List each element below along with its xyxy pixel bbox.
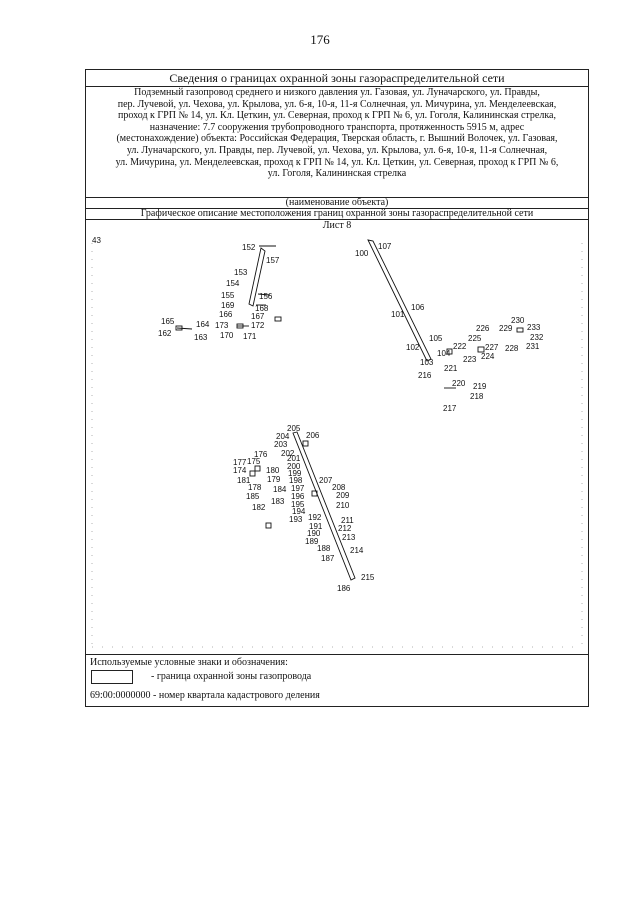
zone-rect: [255, 466, 260, 471]
point-label: 156: [259, 292, 273, 301]
point-label: 185: [246, 492, 260, 501]
point-label: 170: [220, 331, 234, 340]
point-label: 217: [443, 404, 457, 413]
point-label: 221: [444, 364, 458, 373]
legend-zone-boundary: - граница охранной зоны газопровода: [151, 671, 312, 682]
point-label: 222: [453, 342, 467, 351]
point-label: 167: [251, 312, 265, 321]
point-label: 176: [254, 450, 268, 459]
point-label: 101: [391, 310, 405, 319]
point-label: 154: [226, 279, 240, 288]
description-line: ул. Луначарского, ул. Правды, пер. Лучевой, ул. Чехова, ул. Крылова, ул. 6-я, 10-я, 11-я Солнечная,: [126, 144, 548, 156]
point-label: 187: [321, 554, 335, 563]
point-label: 192: [308, 513, 322, 522]
description-line: (местонахождение) объекта: Российская Федерация, Тверская область, г. Вышний Волочек, ул. Газовая,: [116, 133, 558, 145]
point-label: 191: [309, 522, 323, 531]
point-label: 172: [251, 321, 265, 330]
point-label: 211: [341, 516, 354, 525]
point-label: 106: [411, 303, 425, 312]
point-label: 205: [287, 424, 301, 433]
point-label: 200: [287, 462, 301, 471]
point-label: 182: [252, 503, 266, 512]
point-label: 193: [289, 515, 303, 524]
legend: [86, 654, 588, 708]
point-label: 166: [219, 310, 233, 319]
point-label: 219: [473, 382, 487, 391]
point-label: 225: [468, 334, 482, 343]
point-label: 104: [437, 349, 451, 358]
point-label: 232: [530, 333, 544, 342]
point-label: 207: [319, 476, 333, 485]
point-label: 181: [237, 476, 251, 485]
point-label: 188: [317, 544, 331, 553]
point-label: 190: [307, 529, 321, 538]
point-label: 183: [271, 497, 285, 506]
point-label: 177: [233, 458, 247, 467]
point-label: 155: [221, 291, 235, 300]
description-line: пер. Лучевой, ул. Чехова, ул. Крылова, ул. 6-я, 10-я, 11-я Солнечная, ул. Мичурина, ул. Менделеевская,: [117, 98, 557, 110]
point-label: 201: [287, 454, 301, 463]
point-label: 202: [281, 449, 295, 458]
point-label: 199: [288, 469, 302, 478]
point-label: 195: [291, 500, 305, 509]
point-label: 204: [276, 432, 290, 441]
point-label: 228: [505, 344, 519, 353]
point-label: 168: [255, 304, 269, 313]
point-label: 223: [463, 355, 477, 364]
point-label: 230: [511, 316, 525, 325]
point-label: 212: [338, 524, 352, 533]
point-label: 107: [378, 242, 392, 251]
legend-title: Используемые условные знаки и обозначения:: [90, 657, 288, 668]
object-name-caption: (наименование объекта): [86, 197, 588, 209]
zone-rect: [250, 471, 255, 476]
point-label: 226: [476, 324, 490, 333]
point-label: 100: [355, 249, 369, 258]
point-label: 213: [342, 533, 356, 542]
point-label: 157: [266, 256, 280, 265]
point-label: 175: [247, 457, 261, 466]
point-label: 171: [243, 332, 257, 341]
description-line: Подземный газопровод среднего и низкого давления ул. Газовая, ул. Луначарского, ул. Правды,: [134, 87, 540, 98]
point-label: 196: [291, 492, 305, 501]
point-label: 179: [267, 475, 281, 484]
point-label: 210: [336, 501, 350, 510]
point-label: 165: [161, 317, 175, 326]
point-label: 215: [361, 573, 375, 582]
point-label: 208: [332, 483, 346, 492]
point-label: 102: [406, 343, 420, 352]
point-label: 229: [499, 324, 513, 333]
point-label: 152: [242, 243, 256, 252]
zone-rect: [266, 523, 271, 528]
point-label: 103: [420, 358, 434, 367]
point-label: 214: [350, 546, 364, 555]
object-description: [90, 87, 584, 180]
point-label: 233: [527, 323, 541, 332]
point-label: 194: [292, 507, 306, 516]
point-labels: [158, 242, 544, 593]
zone-segment: [177, 328, 192, 329]
point-label: 220: [452, 379, 466, 388]
point-label: 186: [337, 584, 351, 593]
description-line: ул. Мичурина, ул. Менделеевская, проход к ГРП № 14, ул. Кл. Цеткин, ул. Северная, проход к ГРП № 6,: [115, 156, 559, 168]
zone-rect: [303, 441, 308, 446]
zone-boundary-symbol: [91, 670, 133, 684]
description-line: проход к ГРП № 14, ул. Кл. Цеткин, ул. Северная, проход к ГРП № 6, ул. Гоголя, Калининская стрелка,: [118, 110, 556, 122]
point-label: 180: [266, 466, 280, 475]
point-label: 163: [194, 333, 208, 342]
zone-rect: [517, 328, 523, 332]
point-label: 174: [233, 466, 247, 475]
legend-cadastral-quarter: 69:00:0000000 - номер квартала кадастрового деления: [90, 690, 320, 701]
point-label: 189: [305, 537, 319, 546]
boundary-map-svg: [86, 235, 588, 654]
point-label: 197: [291, 484, 305, 493]
description-line: ул. Гоголя, Калининская стрелка: [267, 168, 407, 180]
description-line: назначение: 7.7 сооружения трубопроводного транспорта, протяженность 5915 м, адрес: [149, 121, 525, 133]
point-label: 198: [289, 476, 303, 485]
point-label: 164: [196, 320, 210, 329]
point-label: 153: [234, 268, 248, 277]
corner-label: 43: [92, 236, 101, 245]
point-label: 169: [221, 301, 235, 310]
point-label: 218: [470, 392, 484, 401]
point-label: 206: [306, 431, 320, 440]
point-label: 227: [485, 343, 499, 352]
page-number: 176: [310, 32, 330, 47]
point-label: 173: [215, 321, 229, 330]
point-label: 203: [274, 440, 288, 449]
zone-strip: [368, 240, 431, 361]
document-title: Сведения о границах охранной зоны газораспределительной сети: [86, 70, 588, 87]
point-label: 105: [429, 334, 443, 343]
point-label: 209: [336, 491, 350, 500]
point-label: 162: [158, 329, 172, 338]
graphic-description-heading: Графическое описание местоположения границ охранной зоны газораспределительной сети: [86, 209, 588, 220]
point-label: 184: [273, 485, 287, 494]
point-label: 216: [418, 371, 432, 380]
point-label: 224: [481, 352, 495, 361]
document-frame: [85, 69, 589, 707]
zone-rect: [275, 317, 281, 321]
point-label: 178: [248, 483, 262, 492]
sheet-label: Лист 8: [322, 220, 352, 231]
boundary-map: [86, 235, 588, 654]
point-label: 231: [526, 342, 540, 351]
